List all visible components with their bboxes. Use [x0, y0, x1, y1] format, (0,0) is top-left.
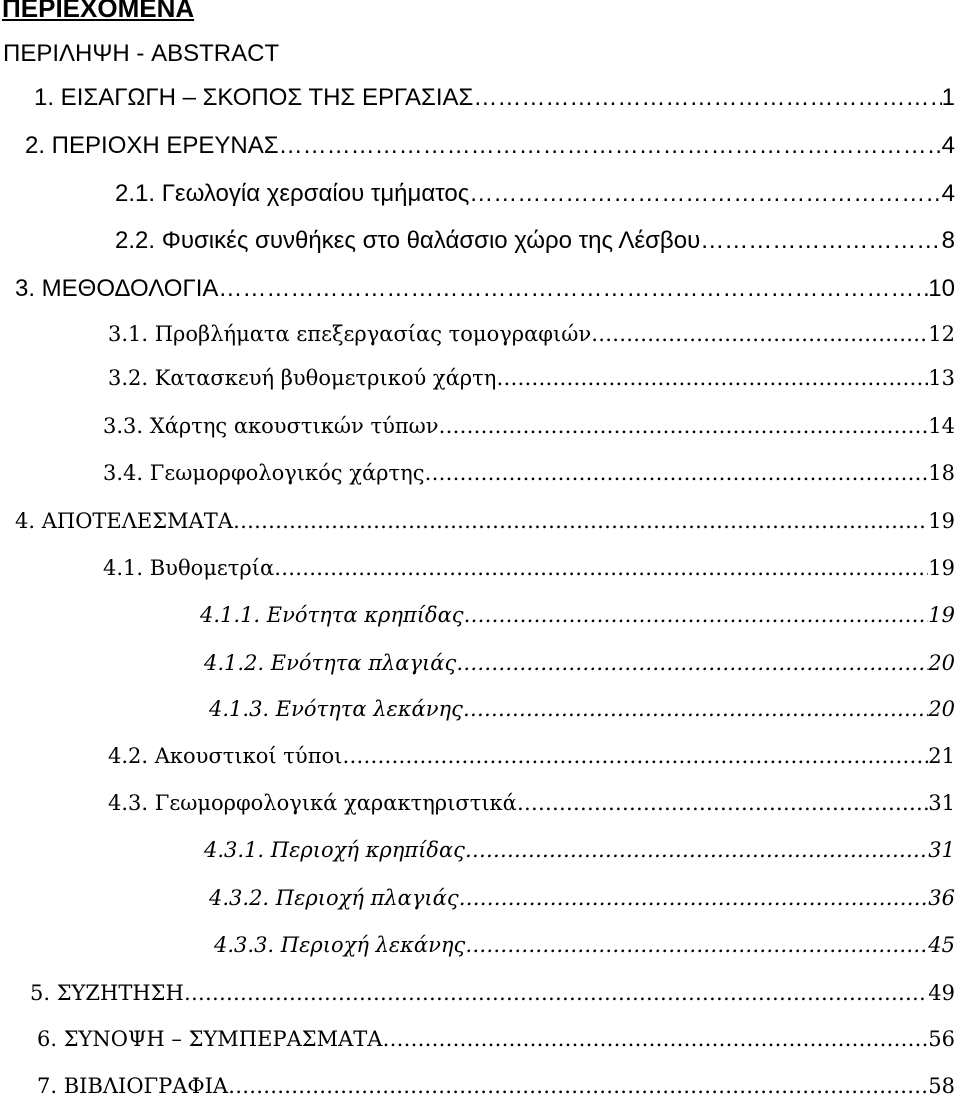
toc-entry-page: 36	[928, 886, 955, 910]
toc-leader-dots	[463, 697, 928, 721]
toc-leader-dots	[456, 651, 928, 675]
toc-entry-label: 6. ΣΥΝΟΨΗ – ΣΥΜΠΕΡΑΣΜΑΤΑ	[37, 1027, 383, 1051]
toc-leader-dots	[342, 744, 928, 768]
toc-entry[interactable]	[108, 366, 955, 406]
toc-entry-page: 58	[928, 1074, 955, 1098]
toc-entry-page: 31	[928, 791, 955, 815]
toc-entry-page: 8	[941, 227, 955, 254]
toc-entry[interactable]	[204, 651, 955, 691]
toc-leader-dots	[591, 322, 928, 346]
toc-entry-label: 4.1.1. Ενότητα κρηπίδας	[200, 603, 464, 627]
toc-entry[interactable]	[214, 933, 955, 973]
toc-entry-page: 20	[928, 697, 955, 721]
toc-leader-dots	[469, 180, 941, 208]
toc-entry[interactable]	[108, 322, 955, 362]
toc-entry-page: 21	[928, 744, 955, 768]
toc-leader-dots	[233, 509, 928, 533]
toc-entry-page: 19	[928, 603, 955, 627]
toc-entry[interactable]	[34, 84, 955, 124]
toc-entry[interactable]	[15, 509, 955, 549]
toc-entry-label: 4.1.2. Ενότητα πλαγιάς	[204, 651, 457, 675]
toc-entry[interactable]	[108, 744, 955, 784]
toc-entry[interactable]	[37, 1074, 955, 1114]
toc-leader-dots	[274, 556, 928, 580]
toc-entry-page: 13	[928, 366, 955, 390]
toc-entry[interactable]	[209, 697, 955, 737]
toc-leader-dots	[218, 275, 928, 303]
toc-leader-dots	[700, 227, 941, 255]
toc-entry-label: 3.1. Προβλήματα επεξεργασίας τομογραφιών	[108, 322, 592, 346]
toc-entry-label: 4.1. Βυθομετρία	[103, 556, 275, 580]
toc-entry[interactable]	[204, 838, 955, 878]
toc-entry-label: 3.3. Χάρτης ακουστικών τύπων	[103, 414, 439, 438]
toc-entry[interactable]	[37, 1027, 955, 1067]
toc-entry-page: 19	[928, 556, 955, 580]
toc-entry-page: 4	[941, 132, 955, 159]
toc-entry[interactable]	[115, 227, 955, 267]
toc-entry-page: 20	[928, 651, 955, 675]
toc-entry-label: 7. ΒΙΒΛΙΟΓΡΑΦΙΑ	[37, 1074, 229, 1098]
toc-entry-page: 49	[928, 981, 955, 1005]
toc-entry-page: 18	[928, 461, 955, 485]
toc-entry-label: 3.4. Γεωμορφολογικός χάρτης	[103, 461, 425, 485]
toc-entry-page: 4	[941, 180, 955, 207]
toc-entry-page: 12	[928, 322, 955, 346]
toc-entry[interactable]	[15, 275, 955, 315]
toc-leader-dots	[464, 603, 929, 627]
toc-entry-page: 56	[928, 1027, 955, 1051]
toc-entry-label: 4.3.1. Περιοχή κρηπίδας	[204, 838, 465, 862]
toc-entry-label: 4.1.3. Ενότητα λεκάνης	[209, 697, 463, 721]
toc-abstract-entry[interactable]: ΠΕΡΙΛΗΨΗ - ABSTRACT	[3, 40, 280, 67]
toc-leader-dots	[424, 461, 928, 485]
toc-entry[interactable]	[103, 414, 955, 454]
toc-entry-label: 2.1. Γεωλογία χερσαίου τμήματος	[115, 180, 470, 207]
toc-leader-dots	[228, 1074, 928, 1098]
toc-entry-page: 14	[928, 414, 955, 438]
toc-entry-page: 45	[928, 933, 955, 957]
toc-entry-label: 3.2. Κατασκευή βυθομετρικού χάρτη	[108, 366, 497, 390]
toc-entry[interactable]	[103, 461, 955, 501]
toc-leader-dots	[517, 791, 928, 815]
toc-leader-dots	[465, 838, 928, 862]
toc-leader-dots	[439, 414, 929, 438]
toc-entry-page: 19	[928, 509, 955, 533]
toc-entry-label: 2.2. Φυσικές συνθήκες στο θαλάσσιο χώρο της Λέσβου	[115, 227, 701, 254]
toc-entry[interactable]	[30, 981, 955, 1021]
toc-entry-page: 31	[928, 838, 955, 862]
page-title: ΠΕΡΙΕΧΟΜΕΝΑ	[2, 0, 195, 23]
toc-leader-dots	[465, 933, 928, 957]
toc-entry-label: 4.3.3. Περιοχή λεκάνης	[214, 933, 466, 957]
toc-entry-label: 1. ΕΙΣΑΓΩΓΗ – ΣΚΟΠΟΣ ΤΗΣ ΕΡΓΑΣΙΑΣ	[34, 84, 474, 111]
toc-entry[interactable]	[209, 886, 955, 926]
toc-leader-dots	[473, 84, 941, 112]
toc-entry[interactable]	[115, 180, 955, 220]
toc-leader-dots	[184, 981, 928, 1005]
toc-entry-label: 5. ΣΥΖΗΤΗΣΗ	[30, 981, 184, 1005]
toc-entry[interactable]	[200, 603, 955, 643]
toc-leader-dots	[382, 1027, 928, 1051]
toc-entry-label: 4. ΑΠΟΤΕΛΕΣΜΑΤΑ	[15, 509, 233, 533]
toc-leader-dots	[279, 132, 942, 160]
toc-leader-dots	[459, 886, 929, 910]
toc-entry-label: 4.2. Ακουστικοί τύποι	[108, 744, 343, 768]
toc-entry-page: 1	[941, 84, 955, 111]
toc-entry[interactable]	[108, 791, 955, 831]
toc-entry-page: 10	[928, 275, 955, 302]
toc-entry-label: 3. ΜΕΘΟΔΟΛΟΓΙΑ	[15, 275, 219, 302]
toc-entry[interactable]	[25, 132, 955, 172]
toc-entry-label: 4.3. Γεωμορφολογικά χαρακτηριστικά	[108, 791, 517, 815]
toc-entry-label: 4.3.2. Περιοχή πλαγιάς	[209, 886, 459, 910]
toc-leader-dots	[496, 366, 928, 390]
toc-entry[interactable]	[103, 556, 955, 596]
toc-entry-label: 2. ΠΕΡΙΟΧΗ ΕΡΕΥΝΑΣ	[25, 132, 279, 159]
